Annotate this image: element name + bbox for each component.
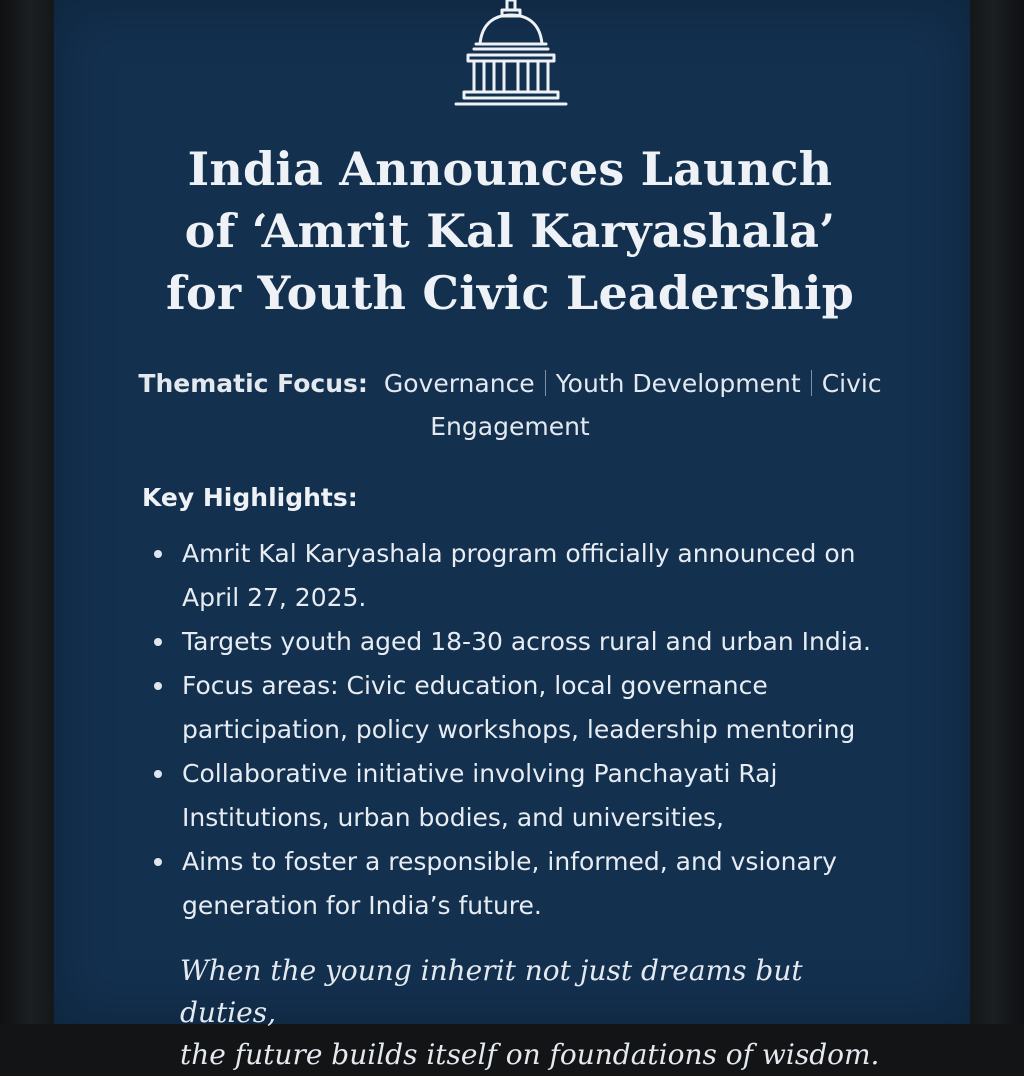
capitol-dome-icon <box>452 0 570 112</box>
bullet-icon <box>154 770 162 778</box>
highlight-text: Targets youth aged 18-30 across rural and urban India. <box>182 627 871 656</box>
highlight-text: Amrit Kal Karyashala program officially announced on April 27, 2025. <box>182 539 856 612</box>
focus-item-youth-development: Youth Development <box>555 369 801 398</box>
focus-separator <box>545 370 546 396</box>
highlight-item <box>152 532 892 620</box>
key-highlights-heading: Key Highlights: <box>142 483 358 512</box>
highlight-text: Aims to foster a responsible, informed, and vsionary generation for India’s future. <box>182 847 837 920</box>
highlight-item <box>152 752 892 840</box>
focus-item-civic-engagement: Civic Engagement <box>430 369 882 441</box>
closing-quote <box>180 950 900 1076</box>
quote-line-2: the future builds itself on foundations of wisdom. <box>180 1038 880 1071</box>
bullet-icon <box>154 638 162 646</box>
title-line-2: of ‘Amrit Kal Karyashala’ <box>184 204 836 258</box>
bullet-icon <box>154 682 162 690</box>
page-title <box>100 138 920 324</box>
highlight-text: Focus areas: Civic education, local governance participation, policy workshops, leadership mentoring <box>182 671 856 744</box>
highlight-item <box>152 664 892 752</box>
bullet-icon <box>154 550 162 558</box>
highlight-item <box>152 840 892 928</box>
thematic-focus <box>120 362 900 448</box>
thematic-focus-label: Thematic Focus: <box>138 369 368 398</box>
highlight-item <box>152 620 892 664</box>
focus-item-governance: Governance <box>383 369 535 398</box>
highlight-text: Collaborative initiative involving Panchayati Raj Institutions, urban bodies, and universities, <box>182 759 778 832</box>
quote-line-1: When the young inherit not just dreams but duties, <box>180 954 803 1029</box>
key-highlights-list <box>152 532 892 928</box>
title-line-3: for Youth Civic Leadership <box>166 266 854 320</box>
bullet-icon <box>154 858 162 866</box>
focus-separator <box>811 370 812 396</box>
title-line-1: India Announces Launch <box>187 142 833 196</box>
